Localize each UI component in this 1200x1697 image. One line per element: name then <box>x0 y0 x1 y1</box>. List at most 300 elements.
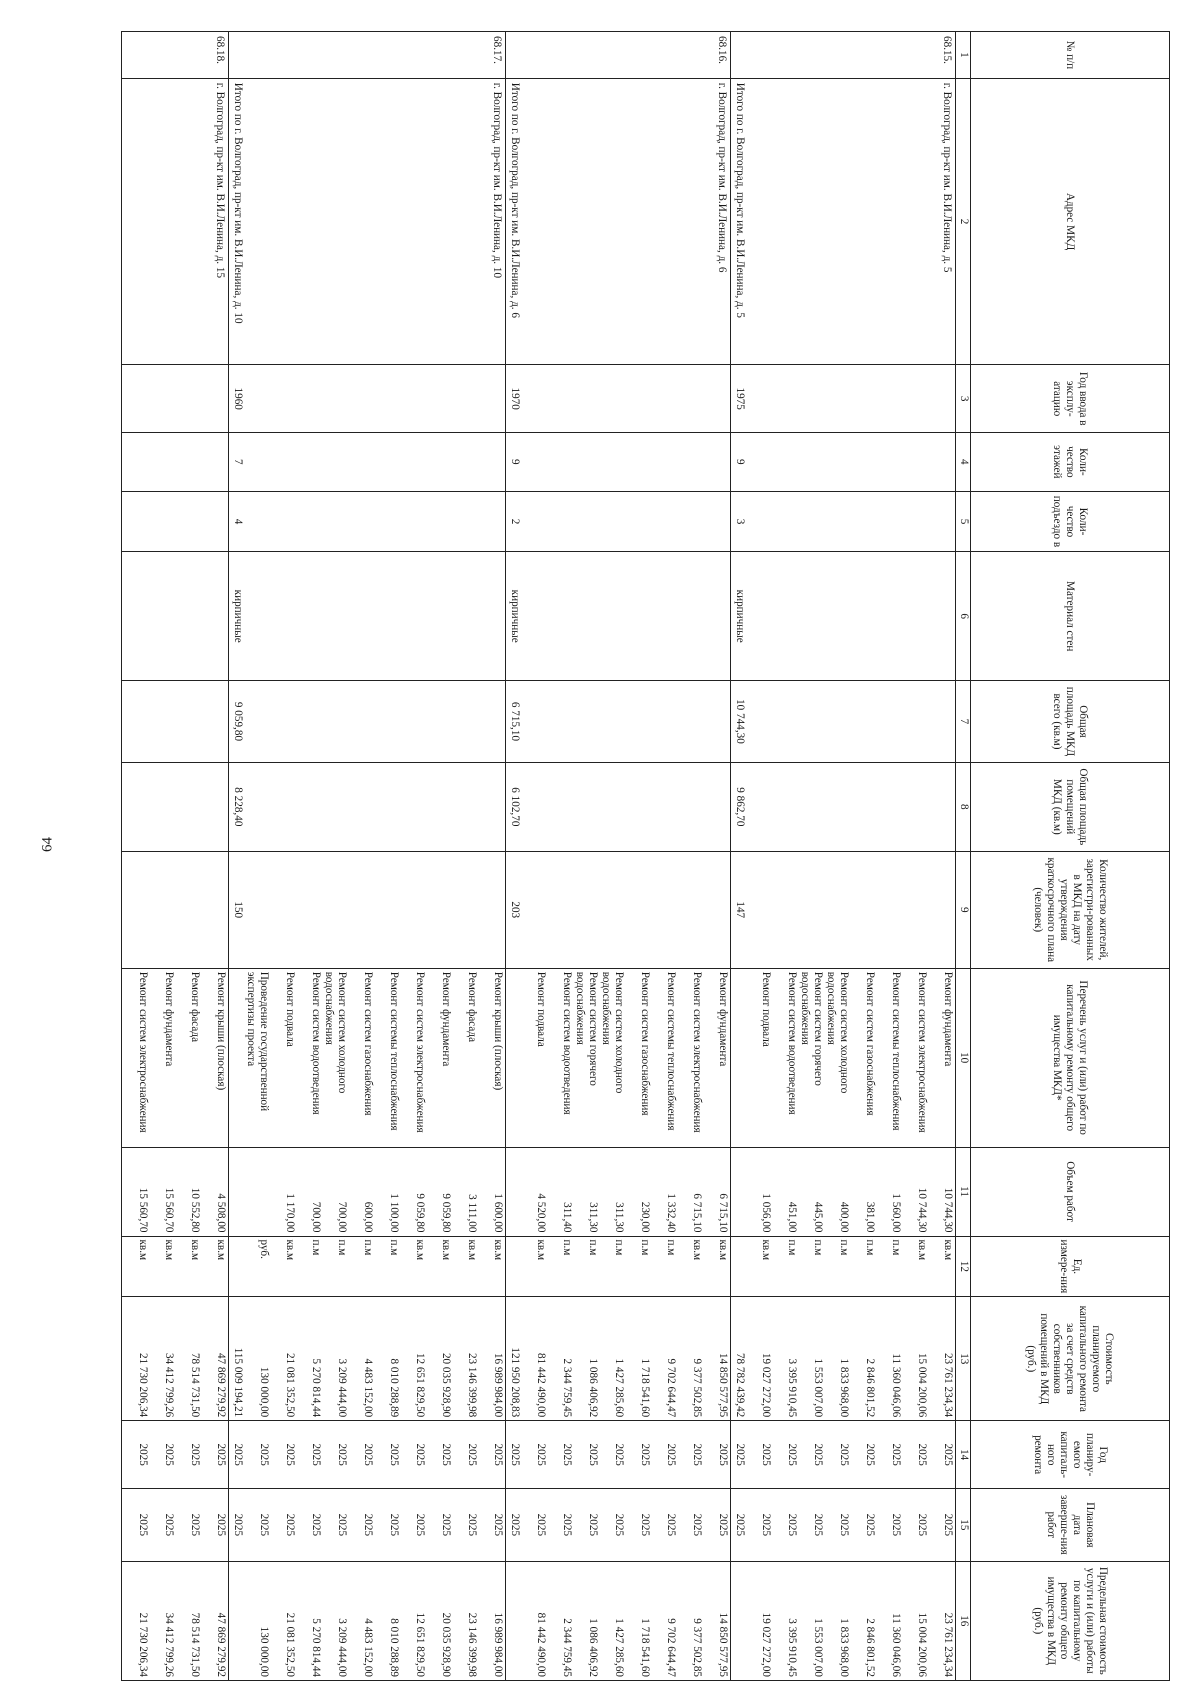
table-row <box>229 32 506 1681</box>
spacer <box>244 555 504 677</box>
work-end-date-cell <box>731 1489 956 1562</box>
total-work-end-date: 2025 <box>509 1513 521 1537</box>
work-volume <box>244 1151 270 1233</box>
total-work-end-date: 2025 <box>232 1513 244 1537</box>
building-year <box>506 365 731 433</box>
column-number-row <box>956 32 971 1681</box>
work-name: Ремонт фундамента <box>163 971 175 1067</box>
work-cost: 1 427 285,60 <box>613 1358 625 1418</box>
work-name: Ремонт системы теплоснабжения <box>388 971 400 1131</box>
building-value: 3 <box>734 518 746 525</box>
work-name-cell <box>731 968 956 1147</box>
work-limit-cost: 47 869 279,92 <box>215 1612 227 1677</box>
work-unit: кв.м <box>466 1239 478 1261</box>
building-value: 6 102,70 <box>509 787 521 827</box>
work-end-date: 2025 <box>717 1513 729 1537</box>
work-end-date: 2025 <box>890 1513 902 1537</box>
building-floors <box>731 433 956 491</box>
work-cost: 21 730 206,34 <box>137 1352 149 1418</box>
work-end-date: 2025 <box>942 1513 954 1537</box>
building-value: 7 <box>232 459 244 465</box>
work-limit-cost: 78 514 731,50 <box>189 1612 201 1677</box>
work-name: Ремонт систем холодного водоснабжения <box>600 971 625 1094</box>
work-end-date: 2025 <box>137 1513 149 1537</box>
column-number: 15 <box>956 1489 971 1562</box>
work-volume-cell <box>731 1147 956 1236</box>
work-name: Ремонт систем водоотведения <box>561 971 573 1115</box>
work-volume: 381,00 <box>864 1201 876 1233</box>
work-end-date: 2025 <box>163 1513 175 1537</box>
building-value: 10 744,30 <box>734 699 746 744</box>
building-entrances <box>506 491 731 552</box>
building-area-total <box>731 681 956 763</box>
work-volume: 1 056,00 <box>760 1193 772 1233</box>
work-unit: кв.м <box>691 1239 703 1261</box>
column-number: 9 <box>956 851 971 968</box>
total-work-year: 2025 <box>734 1443 746 1466</box>
total-work-cost: 115 009 194,21 <box>232 1347 244 1418</box>
work-end-date-cell <box>506 1489 731 1562</box>
work-limit-cost: 16 989 984,00 <box>492 1612 504 1677</box>
spacer <box>244 684 504 759</box>
column-header: Материал стен <box>971 552 1170 681</box>
spacer <box>244 436 504 487</box>
work-end-date: 2025 <box>284 1513 296 1537</box>
spacer <box>746 855 954 965</box>
work-volume: 311,30 <box>587 1202 599 1233</box>
work-volume-cell <box>506 1147 731 1236</box>
work-name: Ремонт фасада <box>466 971 478 1043</box>
work-limit-cost: 2 344 759,45 <box>561 1618 573 1677</box>
work-unit: кв.м <box>189 1239 201 1261</box>
building-value: 1960 <box>232 387 244 410</box>
work-limit-cost: 11 360 046,06 <box>890 1613 902 1677</box>
work-unit: кв.м <box>535 1239 547 1261</box>
work-cost: 21 081 352,50 <box>284 1352 296 1418</box>
work-unit: кв.м <box>942 1239 954 1261</box>
work-year: 2025 <box>786 1443 798 1466</box>
work-limit-cost: 12 651 829,50 <box>414 1612 426 1677</box>
work-limit-cost: 21 730 206,34 <box>137 1612 149 1677</box>
table-row <box>506 32 731 1681</box>
work-volume: 600,00 <box>362 1201 374 1233</box>
building-area-total <box>229 681 506 763</box>
work-unit: п.м <box>864 1239 876 1256</box>
total-work-end-date: 2025 <box>734 1513 746 1537</box>
work-cost: 3 395 910,45 <box>786 1358 798 1418</box>
spacer <box>521 495 729 549</box>
building-value: 9 862,70 <box>734 787 746 827</box>
work-volume: 15 560,70 <box>137 1187 149 1233</box>
address-cell <box>229 78 506 365</box>
work-unit: руб. <box>258 1239 270 1259</box>
work-cost: 23 761 234,34 <box>942 1352 954 1418</box>
work-name: Ремонт крыши (плоская) <box>492 971 504 1091</box>
building-value: 9 059,80 <box>232 701 244 742</box>
work-year-cell <box>506 1421 731 1489</box>
work-volume: 700,00 <box>310 1201 322 1233</box>
work-end-date: 2025 <box>535 1513 547 1537</box>
building-entrances <box>229 491 506 552</box>
work-end-date: 2025 <box>639 1513 651 1537</box>
work-unit: кв.м <box>916 1239 928 1261</box>
column-number: 8 <box>956 762 971 851</box>
work-year: 2025 <box>717 1443 729 1466</box>
spacer <box>746 436 954 487</box>
work-year: 2025 <box>137 1443 149 1466</box>
building-floors <box>506 433 731 491</box>
work-year: 2025 <box>639 1443 651 1466</box>
work-unit-cell <box>229 1236 506 1297</box>
column-number: 10 <box>956 968 971 1147</box>
building-value: кирпичные <box>509 589 521 643</box>
work-limit-cost: 9 702 644,47 <box>665 1618 677 1677</box>
work-end-date: 2025 <box>561 1513 573 1537</box>
spacer <box>746 495 954 549</box>
building-value: 1970 <box>509 387 521 410</box>
work-cost: 5 270 814,44 <box>310 1358 322 1418</box>
work-year: 2025 <box>812 1443 824 1466</box>
work-limit-cost: 4 483 152,00 <box>362 1618 374 1677</box>
work-end-date: 2025 <box>215 1513 227 1537</box>
work-unit: п.м <box>388 1239 400 1256</box>
work-cost-cell <box>229 1297 506 1421</box>
column-number: 3 <box>956 365 971 433</box>
work-cost: 9 702 644,47 <box>665 1358 677 1418</box>
work-volume: 1 332,40 <box>665 1193 677 1233</box>
work-year: 2025 <box>189 1443 201 1466</box>
building-residents <box>506 851 731 968</box>
work-unit: п.м <box>362 1239 374 1256</box>
column-number: 4 <box>956 433 971 491</box>
column-header: Предельная стоимость услуги и (или) работы по капитальному ремонту общего имущества в МКД (руб.) <box>971 1561 1170 1680</box>
work-volume: 3 111,00 <box>466 1194 478 1233</box>
spacer <box>244 766 504 848</box>
building-value: 8 228,40 <box>232 787 244 827</box>
work-year: 2025 <box>890 1443 902 1466</box>
spacer <box>521 855 729 965</box>
address-text: г. Волгоград, пр-кт им. В.И.Ленина, д. 6 <box>716 82 728 273</box>
work-volume: 1 560,00 <box>890 1193 902 1233</box>
work-unit: п.м <box>310 1239 322 1256</box>
address-text: г. Волгоград, пр-кт им. В.И.Ленина, д. 10 <box>491 82 503 279</box>
work-volume: 1 600,00 <box>492 1193 504 1233</box>
table-row <box>122 32 229 1681</box>
work-year: 2025 <box>362 1443 374 1466</box>
work-end-date: 2025 <box>864 1513 876 1537</box>
work-year: 2025 <box>310 1443 322 1466</box>
work-cost: 8 010 288,89 <box>388 1358 400 1418</box>
work-year: 2025 <box>561 1443 573 1466</box>
row-number-text: 68.18. <box>214 36 226 64</box>
table-row <box>731 32 956 1681</box>
work-name: Ремонт систем холодного водоснабжения <box>323 971 348 1094</box>
work-cost: 2 344 759,45 <box>561 1358 573 1418</box>
work-year: 2025 <box>942 1443 954 1466</box>
building-floors <box>122 433 229 491</box>
column-number: 11 <box>956 1147 971 1236</box>
work-end-date: 2025 <box>916 1513 928 1537</box>
work-unit: кв.м <box>414 1239 426 1261</box>
work-year: 2025 <box>665 1443 677 1466</box>
building-material <box>506 552 731 681</box>
work-end-date: 2025 <box>613 1513 625 1537</box>
work-limit-cost: 81 442 490,00 <box>535 1612 547 1677</box>
building-year <box>122 365 229 433</box>
work-year: 2025 <box>691 1443 703 1466</box>
work-volume: 1 170,00 <box>284 1193 296 1233</box>
work-volume: 1 100,00 <box>388 1193 400 1233</box>
work-unit: кв.м <box>492 1239 504 1261</box>
work-name: Ремонт систем электроснабжения <box>414 971 426 1133</box>
work-name: Ремонт системы теплоснабжения <box>890 971 902 1131</box>
work-end-date-cell <box>229 1489 506 1562</box>
total-work-year: 2025 <box>509 1443 521 1466</box>
work-limit-cost: 14 850 577,95 <box>717 1612 729 1677</box>
work-limit-cost-cell <box>506 1561 731 1680</box>
work-limit-cost: 9 377 502,85 <box>691 1618 703 1677</box>
address-cell <box>506 78 731 365</box>
work-end-date: 2025 <box>492 1513 504 1537</box>
work-unit: кв.м <box>215 1239 227 1261</box>
work-cost: 9 377 502,85 <box>691 1358 703 1418</box>
column-number: 12 <box>956 1236 971 1297</box>
work-limit-cost: 5 270 814,44 <box>310 1618 322 1677</box>
column-header: Год ввода в эксплу-атацию <box>971 365 1170 433</box>
building-value: 2 <box>509 518 521 525</box>
column-number: 7 <box>956 681 971 763</box>
column-number: 6 <box>956 552 971 681</box>
work-end-date: 2025 <box>336 1513 348 1537</box>
work-unit-cell <box>731 1236 956 1297</box>
work-cost: 16 989 984,00 <box>492 1352 504 1418</box>
work-volume: 6 715,10 <box>691 1193 703 1233</box>
column-header: Объем работ <box>971 1147 1170 1236</box>
row-number <box>506 32 731 79</box>
column-number: 16 <box>956 1561 971 1680</box>
address-text: г. Волгоград, пр-кт им. В.И.Ленина, д. 15 <box>214 82 226 279</box>
work-name: Ремонт систем холодного водоснабжения <box>825 971 850 1094</box>
spacer <box>746 368 954 429</box>
building-area-total <box>506 681 731 763</box>
work-year: 2025 <box>414 1443 426 1466</box>
column-number: 13 <box>956 1297 971 1421</box>
work-limit-cost: 23 146 399,98 <box>466 1612 478 1677</box>
work-year: 2025 <box>388 1443 400 1466</box>
work-unit-cell <box>506 1236 731 1297</box>
work-year: 2025 <box>864 1443 876 1466</box>
work-end-date: 2025 <box>414 1513 426 1537</box>
work-volume-cell <box>122 1147 229 1236</box>
building-value: 6 715,10 <box>509 701 521 742</box>
work-cost: 1 553 007,00 <box>812 1358 824 1418</box>
work-volume: 445,00 <box>812 1201 824 1233</box>
work-name: Ремонт подвала <box>535 971 547 1047</box>
work-name: Ремонт фундамента <box>717 971 729 1067</box>
spacer <box>244 83 490 361</box>
building-value: 150 <box>232 901 244 919</box>
work-end-date: 2025 <box>362 1513 374 1537</box>
work-unit: п.м <box>812 1239 824 1256</box>
page-number: 64 <box>39 837 56 852</box>
building-residents <box>229 851 506 968</box>
work-cost: 1 833 968,00 <box>838 1358 850 1418</box>
building-entrances <box>122 491 229 552</box>
work-limit-cost: 23 761 234,34 <box>942 1612 954 1677</box>
work-name: Ремонт систем газоснабжения <box>864 971 876 1116</box>
address-text: г. Волгоград, пр-кт им. В.И.Ленина, д. 5 <box>941 82 953 273</box>
work-limit-cost: 3 209 444,00 <box>336 1618 348 1677</box>
work-unit: кв.м <box>760 1239 772 1261</box>
building-year <box>229 365 506 433</box>
work-unit: кв.м <box>137 1239 149 1261</box>
work-unit: кв.м <box>284 1239 296 1261</box>
work-name: Ремонт систем газоснабжения <box>639 971 651 1116</box>
work-cost: 81 442 490,00 <box>535 1352 547 1418</box>
work-limit-cost-cell <box>229 1561 506 1680</box>
column-header: Стоимость планируемого капитального ремонта за счет средств собственников помещений в МКД (руб.) <box>971 1297 1170 1421</box>
work-limit-cost: 34 412 799,26 <box>163 1612 175 1677</box>
building-area-rooms <box>122 762 229 851</box>
work-end-date: 2025 <box>691 1513 703 1537</box>
spacer <box>746 555 954 677</box>
work-end-date: 2025 <box>310 1513 322 1537</box>
work-volume: 400,00 <box>838 1201 850 1233</box>
row-number-text: 68.17. <box>491 36 503 64</box>
work-limit-cost-cell <box>731 1561 956 1680</box>
work-limit-cost: 1 086 406,92 <box>587 1618 599 1677</box>
building-entrances <box>731 491 956 552</box>
work-end-date: 2025 <box>189 1513 201 1537</box>
spacer <box>521 684 729 759</box>
work-limit-cost: 1 553 007,00 <box>812 1618 824 1677</box>
spacer <box>521 436 729 487</box>
table-body <box>122 32 956 1681</box>
work-end-date: 2025 <box>466 1513 478 1537</box>
work-volume: 700,00 <box>336 1201 348 1233</box>
work-year-cell <box>731 1421 956 1489</box>
work-limit-cost: 1 833 968,00 <box>838 1618 850 1677</box>
spacer <box>244 495 504 549</box>
repair-plan-table-wrapper <box>50 31 1170 1681</box>
building-value: 9 <box>734 459 746 465</box>
work-year: 2025 <box>492 1443 504 1466</box>
work-cost-cell <box>731 1297 956 1421</box>
work-volume: 451,00 <box>786 1201 798 1233</box>
work-cost: 78 514 731,50 <box>189 1352 201 1418</box>
work-limit-cost: 21 081 352,50 <box>284 1612 296 1677</box>
work-name-cell <box>122 968 229 1147</box>
work-limit-cost: 8 010 288,89 <box>388 1618 400 1677</box>
repair-plan-table <box>121 31 1170 1681</box>
work-name: Ремонт системы теплоснабжения <box>665 971 677 1131</box>
work-unit-cell <box>122 1236 229 1297</box>
work-volume: 230,00 <box>639 1201 651 1233</box>
column-header: Коли-чество этажей <box>971 433 1170 491</box>
work-name: Ремонт систем горячего водоснабжения <box>799 971 824 1086</box>
work-end-date: 2025 <box>838 1513 850 1537</box>
work-cost: 47 869 279,92 <box>215 1352 227 1418</box>
work-limit-cost: 15 004 200,06 <box>916 1612 928 1677</box>
spacer <box>521 368 729 429</box>
work-limit-cost: 20 035 928,90 <box>440 1612 452 1677</box>
building-area-total <box>122 681 229 763</box>
work-volume: 10 552,80 <box>189 1187 201 1233</box>
work-cost: 23 146 399,98 <box>466 1352 478 1418</box>
total-work-year: 2025 <box>232 1443 244 1466</box>
work-cost-cell <box>506 1297 731 1421</box>
work-limit-cost: 1 427 285,60 <box>613 1618 625 1677</box>
column-header: Количество жителей, зарегистри-рованных в МКД на дату утверждения краткосрочного плана (человек) <box>971 851 1170 968</box>
work-name: Проведение государственной экспертизы проекта <box>245 971 270 1112</box>
work-unit: кв.м <box>163 1239 175 1261</box>
work-name: Ремонт систем водоотведения <box>310 971 322 1115</box>
work-volume: 9 059,80 <box>440 1193 452 1233</box>
work-limit-cost: 130 000,00 <box>258 1626 270 1677</box>
building-material <box>122 552 229 681</box>
work-volume: 6 715,10 <box>717 1193 729 1233</box>
work-cost: 34 412 799,26 <box>163 1352 175 1418</box>
spacer <box>746 766 954 848</box>
work-year-cell <box>229 1421 506 1489</box>
column-header: Адрес МКД <box>971 78 1170 365</box>
column-header: Плановая дата заверше-ния работ <box>971 1489 1170 1562</box>
work-year: 2025 <box>466 1443 478 1466</box>
column-number: 1 <box>956 32 971 79</box>
column-header: Ед. измере-ния <box>971 1236 1170 1297</box>
spacer <box>746 684 954 759</box>
work-end-date: 2025 <box>786 1513 798 1537</box>
work-cost: 11 360 046,06 <box>890 1353 902 1418</box>
work-cost: 20 035 928,90 <box>440 1352 452 1418</box>
work-volume: 15 560,70 <box>163 1187 175 1233</box>
column-number: 2 <box>956 78 971 365</box>
table-header-row <box>971 32 1170 1681</box>
work-name: Ремонт систем электроснабжения <box>916 971 928 1133</box>
work-year: 2025 <box>258 1443 270 1466</box>
work-volume: 9 059,80 <box>414 1193 426 1233</box>
work-unit: кв.м <box>440 1239 452 1261</box>
building-value: 9 <box>509 459 521 465</box>
work-end-date: 2025 <box>812 1513 824 1537</box>
work-name-cell <box>506 968 731 1147</box>
building-value: кирпичные <box>734 589 746 643</box>
work-end-date: 2025 <box>587 1513 599 1537</box>
work-year: 2025 <box>215 1443 227 1466</box>
row-number-text: 68.16. <box>716 36 728 64</box>
work-unit: п.м <box>336 1239 348 1256</box>
column-header: № п/п <box>971 32 1170 79</box>
work-cost: 3 209 444,00 <box>336 1358 348 1418</box>
column-header: Общая площадь помещений МКД (кв.м) <box>971 762 1170 851</box>
work-name: Ремонт систем водоотведения <box>786 971 798 1115</box>
work-limit-cost: 3 395 910,45 <box>786 1618 798 1677</box>
building-area-rooms <box>506 762 731 851</box>
column-header: Перечень услуг и (или) работ по капитальному ремонту общего имущества МКД* <box>971 968 1170 1147</box>
work-name: Ремонт фундамента <box>942 971 954 1067</box>
work-unit: п.м <box>890 1239 902 1256</box>
spacer <box>521 83 715 361</box>
work-cost: 12 651 829,50 <box>414 1352 426 1418</box>
row-number <box>731 32 956 79</box>
row-number <box>122 32 229 79</box>
work-name: Ремонт систем газоснабжения <box>362 971 374 1116</box>
work-end-date: 2025 <box>440 1513 452 1537</box>
work-end-date: 2025 <box>388 1513 400 1537</box>
work-cost: 14 850 577,95 <box>717 1352 729 1418</box>
column-header: Коли-чество подъездо в <box>971 491 1170 552</box>
work-unit: п.м <box>613 1239 625 1256</box>
